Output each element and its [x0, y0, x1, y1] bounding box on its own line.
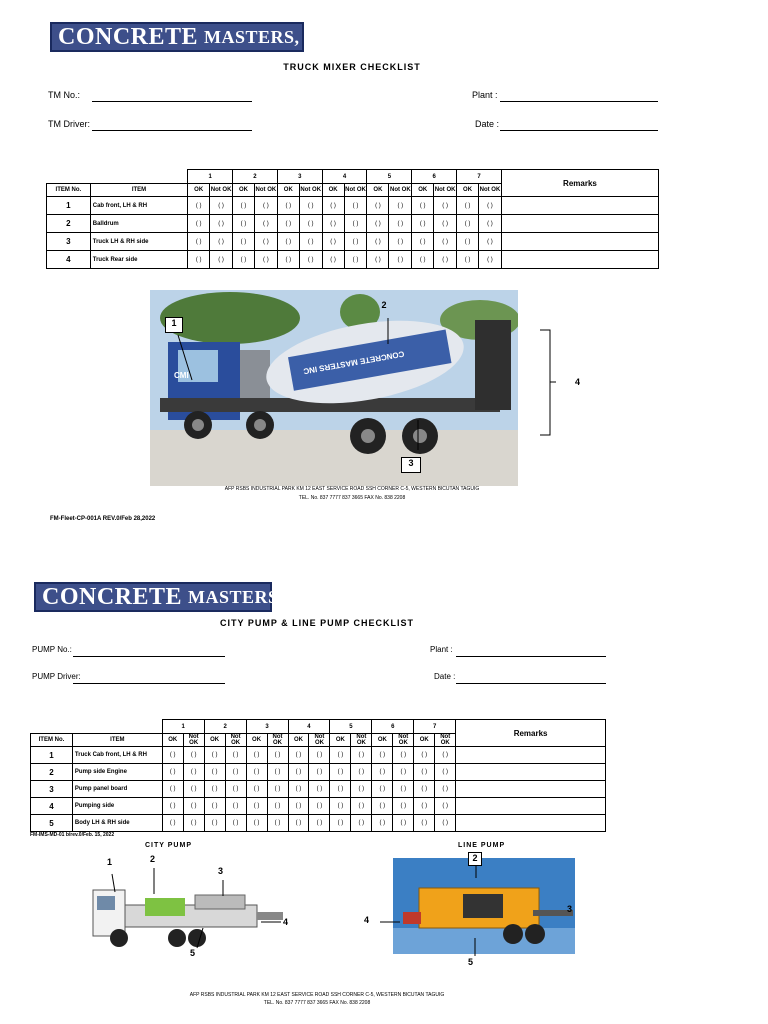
- not-ok-checkbox[interactable]: ( ): [479, 215, 502, 233]
- not-ok-checkbox[interactable]: ( ): [351, 815, 372, 832]
- ok-checkbox[interactable]: ( ): [246, 764, 267, 781]
- not-ok-checkbox[interactable]: ( ): [225, 815, 246, 832]
- not-ok-checkbox[interactable]: ( ): [434, 251, 457, 269]
- item-header: ITEM: [72, 734, 162, 747]
- ok-checkbox[interactable]: ( ): [414, 781, 435, 798]
- ok-header: OK: [233, 184, 255, 197]
- row-number: 4: [31, 798, 73, 815]
- ok-checkbox[interactable]: ( ): [412, 215, 434, 233]
- day-header: 7: [414, 720, 456, 734]
- logo-word-1: CONCRETE: [58, 23, 199, 50]
- row-item: Truck Rear side: [90, 251, 187, 269]
- remarks-cell[interactable]: [501, 233, 658, 251]
- ok-checkbox[interactable]: ( ): [372, 781, 393, 798]
- callout-2: 2: [381, 300, 387, 310]
- ok-checkbox[interactable]: ( ): [414, 815, 435, 832]
- not-ok-checkbox[interactable]: ( ): [210, 197, 233, 215]
- not-ok-checkbox[interactable]: ( ): [299, 251, 322, 269]
- logo-word-2b: MASTERS, INC.: [188, 586, 329, 607]
- not-ok-checkbox[interactable]: ( ): [299, 233, 322, 251]
- ok-checkbox[interactable]: ( ): [204, 781, 225, 798]
- footer-phone-2: TEL. No. 837 7777 837 3665 FAX No. 838 2208: [263, 1000, 371, 1006]
- not-ok-checkbox[interactable]: ( ): [393, 798, 414, 815]
- not-ok-checkbox[interactable]: ( ): [225, 781, 246, 798]
- ok-checkbox[interactable]: ( ): [233, 233, 255, 251]
- not-ok-checkbox[interactable]: ( ): [393, 747, 414, 764]
- ok-header: OK: [246, 734, 267, 747]
- not-ok-checkbox[interactable]: ( ): [210, 215, 233, 233]
- ok-checkbox[interactable]: ( ): [204, 815, 225, 832]
- not-ok-checkbox[interactable]: ( ): [434, 233, 457, 251]
- ok-checkbox[interactable]: ( ): [233, 197, 255, 215]
- row-item: Pump panel board: [72, 781, 162, 798]
- ok-checkbox[interactable]: ( ): [457, 233, 479, 251]
- remarks-cell[interactable]: [456, 747, 606, 764]
- not-ok-checkbox[interactable]: ( ): [389, 215, 412, 233]
- plant-field[interactable]: [500, 101, 658, 102]
- day-header: 1: [162, 720, 204, 734]
- ok-checkbox[interactable]: ( ): [367, 251, 389, 269]
- day-header: 2: [233, 170, 278, 184]
- day-header: 7: [457, 170, 502, 184]
- remarks-cell[interactable]: [501, 197, 658, 215]
- not-ok-checkbox[interactable]: ( ): [435, 798, 456, 815]
- not-ok-checkbox[interactable]: ( ): [435, 764, 456, 781]
- not-ok-checkbox[interactable]: ( ): [344, 215, 367, 233]
- not-ok-checkbox[interactable]: ( ): [434, 215, 457, 233]
- plant-label-2: Plant :: [430, 645, 453, 654]
- day-header: 3: [277, 170, 322, 184]
- not-ok-header: Not OK: [434, 184, 457, 197]
- company-logo-bottom: [34, 582, 329, 612]
- ok-checkbox[interactable]: ( ): [188, 251, 210, 269]
- ok-header: OK: [414, 734, 435, 747]
- table-row: [31, 781, 606, 798]
- ok-checkbox[interactable]: ( ): [414, 747, 435, 764]
- not-ok-checkbox[interactable]: ( ): [299, 197, 322, 215]
- ok-checkbox[interactable]: ( ): [204, 764, 225, 781]
- city-callout-4: 4: [283, 917, 289, 927]
- not-ok-header: Not OK: [225, 734, 246, 747]
- ok-checkbox[interactable]: ( ): [162, 764, 183, 781]
- not-ok-checkbox[interactable]: ( ): [225, 764, 246, 781]
- not-ok-checkbox[interactable]: ( ): [351, 781, 372, 798]
- logo-word-1b: CONCRETE: [42, 583, 183, 610]
- callout-1: 1: [165, 317, 183, 333]
- not-ok-header: Not OK: [210, 184, 233, 197]
- day-header: 4: [288, 720, 330, 734]
- not-ok-checkbox[interactable]: ( ): [299, 215, 322, 233]
- not-ok-header: Not OK: [389, 184, 412, 197]
- day-header: 6: [412, 170, 457, 184]
- not-ok-checkbox[interactable]: ( ): [351, 764, 372, 781]
- tm-driver-field[interactable]: [92, 130, 252, 131]
- callout-4: 4: [575, 377, 581, 387]
- ok-header: OK: [372, 734, 393, 747]
- not-ok-checkbox[interactable]: ( ): [344, 233, 367, 251]
- not-ok-checkbox[interactable]: ( ): [309, 764, 330, 781]
- not-ok-checkbox[interactable]: ( ): [434, 197, 457, 215]
- ok-checkbox[interactable]: ( ): [330, 764, 351, 781]
- row-number: 3: [31, 781, 73, 798]
- not-ok-header: Not OK: [393, 734, 414, 747]
- pump-title: CITY PUMP & LINE PUMP CHECKLIST: [219, 618, 415, 628]
- row-number: 1: [47, 197, 91, 215]
- not-ok-checkbox[interactable]: ( ): [210, 233, 233, 251]
- table-row: [47, 233, 659, 251]
- header-blank: [31, 720, 163, 734]
- ok-checkbox[interactable]: ( ): [457, 197, 479, 215]
- not-ok-checkbox[interactable]: ( ): [183, 798, 204, 815]
- not-ok-checkbox[interactable]: ( ): [389, 251, 412, 269]
- ok-checkbox[interactable]: ( ): [162, 781, 183, 798]
- form-code-1: FM-Fleet-CP-001A REV.0/Feb 28,2022: [50, 516, 156, 522]
- row-item: Truck Cab front, LH & RH: [72, 747, 162, 764]
- drum-text: CONCRETE MASTERS INC: [302, 349, 405, 376]
- line-callout-3: 3: [567, 904, 573, 914]
- not-ok-checkbox[interactable]: ( ): [267, 815, 288, 832]
- ok-checkbox[interactable]: ( ): [188, 215, 210, 233]
- ok-checkbox[interactable]: ( ): [330, 815, 351, 832]
- callout-arrows: [170, 300, 590, 470]
- truck-mixer-table: [46, 169, 659, 269]
- pump-table: [30, 719, 606, 832]
- not-ok-checkbox[interactable]: ( ): [435, 747, 456, 764]
- table-row: [47, 251, 659, 269]
- ok-checkbox[interactable]: ( ): [372, 764, 393, 781]
- ok-checkbox[interactable]: ( ): [162, 815, 183, 832]
- ok-checkbox[interactable]: ( ): [204, 798, 225, 815]
- ok-checkbox[interactable]: ( ): [457, 251, 479, 269]
- not-ok-checkbox[interactable]: ( ): [183, 815, 204, 832]
- footer-phone-1: TEL. No. 837 7777 837 3665 FAX No. 838 2208: [298, 495, 406, 501]
- table-row: [47, 197, 659, 215]
- not-ok-checkbox[interactable]: ( ): [393, 815, 414, 832]
- not-ok-header: Not OK: [254, 184, 277, 197]
- ok-checkbox[interactable]: ( ): [372, 815, 393, 832]
- ok-header: OK: [330, 734, 351, 747]
- ok-checkbox[interactable]: ( ): [288, 764, 309, 781]
- not-ok-checkbox[interactable]: ( ): [267, 747, 288, 764]
- not-ok-checkbox[interactable]: ( ): [479, 233, 502, 251]
- ok-checkbox[interactable]: ( ): [322, 233, 344, 251]
- item-no-header: ITEM No.: [31, 734, 73, 747]
- remarks-cell[interactable]: [456, 815, 606, 832]
- not-ok-checkbox[interactable]: ( ): [479, 251, 502, 269]
- plant-field-2[interactable]: [456, 656, 606, 657]
- ok-header: OK: [204, 734, 225, 747]
- ok-checkbox[interactable]: ( ): [322, 251, 344, 269]
- ok-checkbox[interactable]: ( ): [412, 251, 434, 269]
- remarks-cell[interactable]: [456, 781, 606, 798]
- form-code-2: FM-IMS-MD-01 b/rev.0/Feb. 15, 2022: [30, 832, 115, 838]
- not-ok-header: Not OK: [344, 184, 367, 197]
- not-ok-checkbox[interactable]: ( ): [210, 251, 233, 269]
- not-ok-header: Not OK: [309, 734, 330, 747]
- not-ok-header: Not OK: [183, 734, 204, 747]
- row-item: Pump side Engine: [72, 764, 162, 781]
- not-ok-checkbox[interactable]: ( ): [309, 815, 330, 832]
- ok-header: OK: [277, 184, 299, 197]
- not-ok-checkbox[interactable]: ( ): [225, 747, 246, 764]
- remarks-cell[interactable]: [501, 251, 658, 269]
- table-row: [47, 215, 659, 233]
- ok-checkbox[interactable]: ( ): [412, 197, 434, 215]
- ok-checkbox[interactable]: ( ): [414, 764, 435, 781]
- truck-mixer-title: TRUCK MIXER CHECKLIST: [283, 62, 421, 72]
- not-ok-checkbox[interactable]: ( ): [254, 215, 277, 233]
- ok-checkbox[interactable]: ( ): [330, 798, 351, 815]
- day-header: 5: [330, 720, 372, 734]
- ok-checkbox[interactable]: ( ): [367, 197, 389, 215]
- not-ok-checkbox[interactable]: ( ): [254, 197, 277, 215]
- remarks-header: Remarks: [456, 720, 606, 747]
- ok-checkbox[interactable]: ( ): [188, 233, 210, 251]
- ok-checkbox[interactable]: ( ): [246, 798, 267, 815]
- ok-checkbox[interactable]: ( ): [322, 215, 344, 233]
- ok-checkbox[interactable]: ( ): [277, 233, 299, 251]
- day-header: 2: [204, 720, 246, 734]
- not-ok-checkbox[interactable]: ( ): [183, 764, 204, 781]
- line-callout-4: 4: [364, 915, 370, 925]
- not-ok-header: Not OK: [351, 734, 372, 747]
- ok-checkbox[interactable]: ( ): [288, 747, 309, 764]
- ok-checkbox[interactable]: ( ): [457, 215, 479, 233]
- header-blank: [47, 170, 188, 184]
- tm-no-label: TM No.:: [48, 90, 81, 100]
- ok-checkbox[interactable]: ( ): [412, 233, 434, 251]
- day-header: 4: [322, 170, 367, 184]
- day-header: 5: [367, 170, 412, 184]
- row-number: 1: [31, 747, 73, 764]
- not-ok-checkbox[interactable]: ( ): [393, 781, 414, 798]
- row-number: 2: [31, 764, 73, 781]
- row-item: Balldrum: [90, 215, 187, 233]
- not-ok-checkbox[interactable]: ( ): [254, 251, 277, 269]
- pump-driver-label: PUMP Driver:: [32, 672, 81, 681]
- ok-checkbox[interactable]: ( ): [233, 251, 255, 269]
- ok-header: OK: [457, 184, 479, 197]
- footer-address-1: AFP RSBS INDUSTRIAL PARK KM 12 EAST SERVICE ROAD SSH CORNER C-5, WESTERN BICUTAN TAGUIG: [224, 486, 480, 492]
- ok-checkbox[interactable]: ( ): [288, 798, 309, 815]
- remarks-header: Remarks: [501, 170, 658, 197]
- pump-no-label: PUMP No.:: [32, 645, 72, 654]
- date-label-2: Date :: [434, 672, 456, 681]
- row-number: 5: [31, 815, 73, 832]
- not-ok-checkbox[interactable]: ( ): [393, 764, 414, 781]
- line-pump-arrows: [380, 866, 580, 966]
- day-header: 3: [246, 720, 288, 734]
- ok-checkbox[interactable]: ( ): [372, 798, 393, 815]
- day-header: 1: [188, 170, 233, 184]
- not-ok-checkbox[interactable]: ( ): [183, 747, 204, 764]
- row-item: Cab front, LH & RH: [90, 197, 187, 215]
- not-ok-header: Not OK: [267, 734, 288, 747]
- ok-checkbox[interactable]: ( ): [246, 815, 267, 832]
- not-ok-checkbox[interactable]: ( ): [435, 781, 456, 798]
- date-field-2[interactable]: [456, 683, 606, 684]
- date-label: Date :: [475, 119, 500, 129]
- row-item: Truck LH & RH side: [90, 233, 187, 251]
- callout-3: 3: [401, 457, 421, 473]
- tm-driver-label: TM Driver:: [48, 119, 90, 129]
- not-ok-checkbox[interactable]: ( ): [267, 764, 288, 781]
- not-ok-checkbox[interactable]: ( ): [344, 197, 367, 215]
- table-row: [31, 764, 606, 781]
- not-ok-checkbox[interactable]: ( ): [183, 781, 204, 798]
- city-callout-3: 3: [218, 866, 224, 876]
- remarks-cell[interactable]: [456, 764, 606, 781]
- not-ok-checkbox[interactable]: ( ): [309, 798, 330, 815]
- ok-checkbox[interactable]: ( ): [330, 781, 351, 798]
- not-ok-checkbox[interactable]: ( ): [225, 798, 246, 815]
- ok-checkbox[interactable]: ( ): [277, 197, 299, 215]
- city-pump-illustration: [85, 850, 295, 960]
- date-field[interactable]: [500, 130, 658, 131]
- tm-no-field[interactable]: [92, 101, 252, 102]
- not-ok-checkbox[interactable]: ( ): [254, 233, 277, 251]
- ok-checkbox[interactable]: ( ): [188, 197, 210, 215]
- company-logo-top: [50, 22, 345, 52]
- city-pump-label: CITY PUMP: [145, 842, 192, 849]
- remarks-cell[interactable]: [501, 215, 658, 233]
- not-ok-checkbox[interactable]: ( ): [479, 197, 502, 215]
- ok-checkbox[interactable]: ( ): [330, 747, 351, 764]
- item-header: ITEM: [90, 184, 187, 197]
- ok-checkbox[interactable]: ( ): [277, 215, 299, 233]
- cab-logo: CMI: [174, 371, 189, 380]
- not-ok-header: Not OK: [479, 184, 502, 197]
- line-callout-5: 5: [468, 957, 474, 967]
- ok-checkbox[interactable]: ( ): [322, 197, 344, 215]
- ok-checkbox[interactable]: ( ): [162, 747, 183, 764]
- not-ok-checkbox[interactable]: ( ): [309, 747, 330, 764]
- ok-header: OK: [288, 734, 309, 747]
- ok-checkbox[interactable]: ( ): [367, 215, 389, 233]
- city-callout-5: 5: [190, 948, 196, 958]
- footer-address-2: AFP RSBS INDUSTRIAL PARK KM 12 EAST SERVICE ROAD SSH CORNER C-5, WESTERN BICUTAN TAGUIG: [189, 992, 445, 998]
- ok-checkbox[interactable]: ( ): [372, 747, 393, 764]
- table-row: [31, 798, 606, 815]
- line-callout-2: 2: [468, 852, 482, 866]
- pump-driver-field[interactable]: [73, 683, 225, 684]
- row-item: Body LH & RH side: [72, 815, 162, 832]
- row-item: Pumping side: [72, 798, 162, 815]
- row-number: 4: [47, 251, 91, 269]
- not-ok-checkbox[interactable]: ( ): [435, 815, 456, 832]
- day-header: 6: [372, 720, 414, 734]
- not-ok-checkbox[interactable]: ( ): [351, 747, 372, 764]
- not-ok-checkbox[interactable]: ( ): [267, 781, 288, 798]
- not-ok-checkbox[interactable]: ( ): [267, 798, 288, 815]
- ok-checkbox[interactable]: ( ): [246, 747, 267, 764]
- not-ok-checkbox[interactable]: ( ): [309, 781, 330, 798]
- ok-header: OK: [367, 184, 389, 197]
- not-ok-checkbox[interactable]: ( ): [389, 233, 412, 251]
- ok-header: OK: [188, 184, 210, 197]
- plant-label: Plant :: [472, 90, 498, 100]
- ok-checkbox[interactable]: ( ): [288, 781, 309, 798]
- item-no-header: ITEM No.: [47, 184, 91, 197]
- ok-header: OK: [412, 184, 434, 197]
- not-ok-header: Not OK: [299, 184, 322, 197]
- line-pump-label: LINE PUMP: [458, 842, 506, 849]
- ok-checkbox[interactable]: ( ): [204, 747, 225, 764]
- ok-checkbox[interactable]: ( ): [277, 251, 299, 269]
- city-callout-1: 1: [107, 857, 113, 867]
- ok-checkbox[interactable]: ( ): [288, 815, 309, 832]
- not-ok-header: Not OK: [435, 734, 456, 747]
- logo-word-2: MASTERS, INC.: [204, 26, 345, 47]
- ok-checkbox[interactable]: ( ): [246, 781, 267, 798]
- ok-checkbox[interactable]: ( ): [414, 798, 435, 815]
- row-number: 2: [47, 215, 91, 233]
- ok-checkbox[interactable]: ( ): [367, 233, 389, 251]
- not-ok-checkbox[interactable]: ( ): [344, 251, 367, 269]
- ok-checkbox[interactable]: ( ): [162, 798, 183, 815]
- pump-no-field[interactable]: [73, 656, 225, 657]
- table-row: [31, 747, 606, 764]
- not-ok-checkbox[interactable]: ( ): [351, 798, 372, 815]
- remarks-cell[interactable]: [456, 798, 606, 815]
- row-number: 3: [47, 233, 91, 251]
- table-row: [31, 815, 606, 832]
- ok-header: OK: [322, 184, 344, 197]
- ok-checkbox[interactable]: ( ): [233, 215, 255, 233]
- not-ok-checkbox[interactable]: ( ): [389, 197, 412, 215]
- city-callout-2: 2: [150, 854, 156, 864]
- ok-header: OK: [162, 734, 183, 747]
